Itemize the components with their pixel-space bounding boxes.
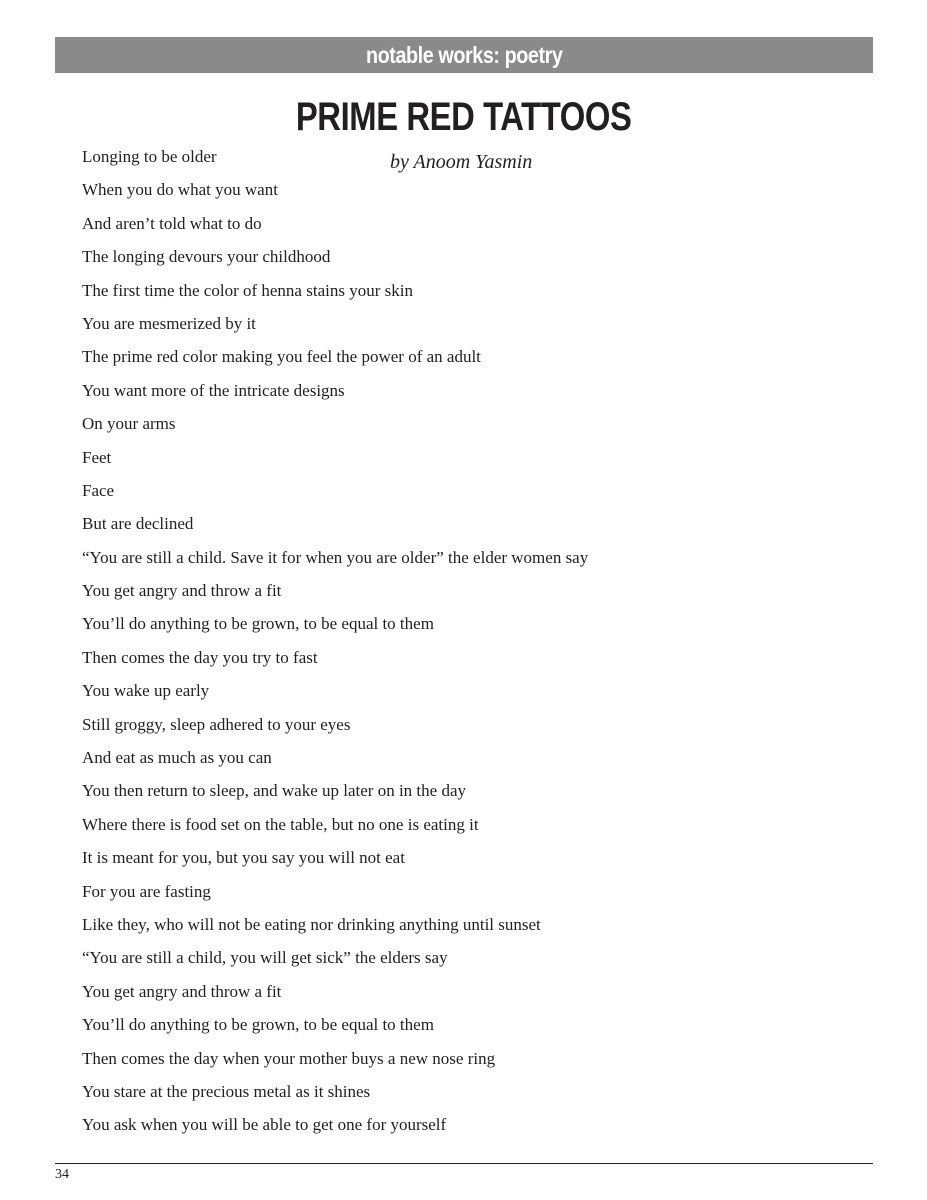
poem-line: And eat as much as you can (82, 748, 272, 768)
footer-rule (55, 1163, 873, 1164)
poem-line: You want more of the intricate designs (82, 380, 345, 400)
poem-line: You stare at the precious metal as it shines (82, 1081, 371, 1101)
poem-byline: by Anoom Yasmin (390, 151, 533, 173)
poem-line: “You are still a child, you will get sick” the elders say (82, 948, 448, 968)
poem-line: Face (82, 480, 115, 500)
poem-line: When you do what you want (82, 180, 278, 200)
poem-line: On your arms (82, 414, 176, 434)
poem-body (82, 140, 588, 1142)
poem-line: Then comes the day you try to fast (82, 647, 318, 667)
poem-line: You get angry and throw a fit (82, 981, 282, 1001)
poem-title (0, 94, 927, 140)
section-header-bar (55, 37, 873, 73)
poem-line: Still groggy, sleep adhered to your eyes (82, 714, 351, 734)
poem-line: For you are fasting (82, 881, 211, 901)
section-label: notable works: poetry (365, 41, 563, 68)
poem-line: You then return to sleep, and wake up later on in the day (82, 781, 466, 801)
poem-line: The prime red color making you feel the power of an adult (82, 347, 481, 367)
poem-line: The first time the color of henna stains your skin (82, 280, 413, 300)
poem-line: And aren’t told what to do (82, 213, 262, 233)
poem-line: “You are still a child. Save it for when you are older” the elder women say (82, 547, 589, 567)
poem-line: You are mesmerized by it (82, 313, 256, 333)
poem-title-text: PRIME RED TATTOOS (295, 95, 632, 139)
poem-line: You wake up early (82, 681, 210, 701)
poem-line: But are declined (82, 514, 194, 534)
poem-line: Longing to be older (82, 147, 217, 166)
poem-line: Feet (82, 447, 112, 467)
poem-line: Then comes the day when your mother buys a new nose ring (82, 1048, 496, 1068)
poem-line: Like they, who will not be eating nor drinking anything until sunset (82, 914, 541, 934)
poem-line: You get angry and throw a fit (82, 581, 282, 601)
page-number: 34 (55, 1167, 69, 1182)
poem-line: You ask when you will be able to get one for yourself (82, 1115, 447, 1135)
poem-line: The longing devours your childhood (82, 247, 331, 267)
poem-line: Where there is food set on the table, but no one is eating it (82, 814, 479, 834)
poem-line: It is meant for you, but you say you will not eat (82, 848, 405, 868)
poem-line: You’ll do anything to be grown, to be equal to them (82, 614, 434, 634)
poem-line: You’ll do anything to be grown, to be equal to them (82, 1015, 434, 1035)
